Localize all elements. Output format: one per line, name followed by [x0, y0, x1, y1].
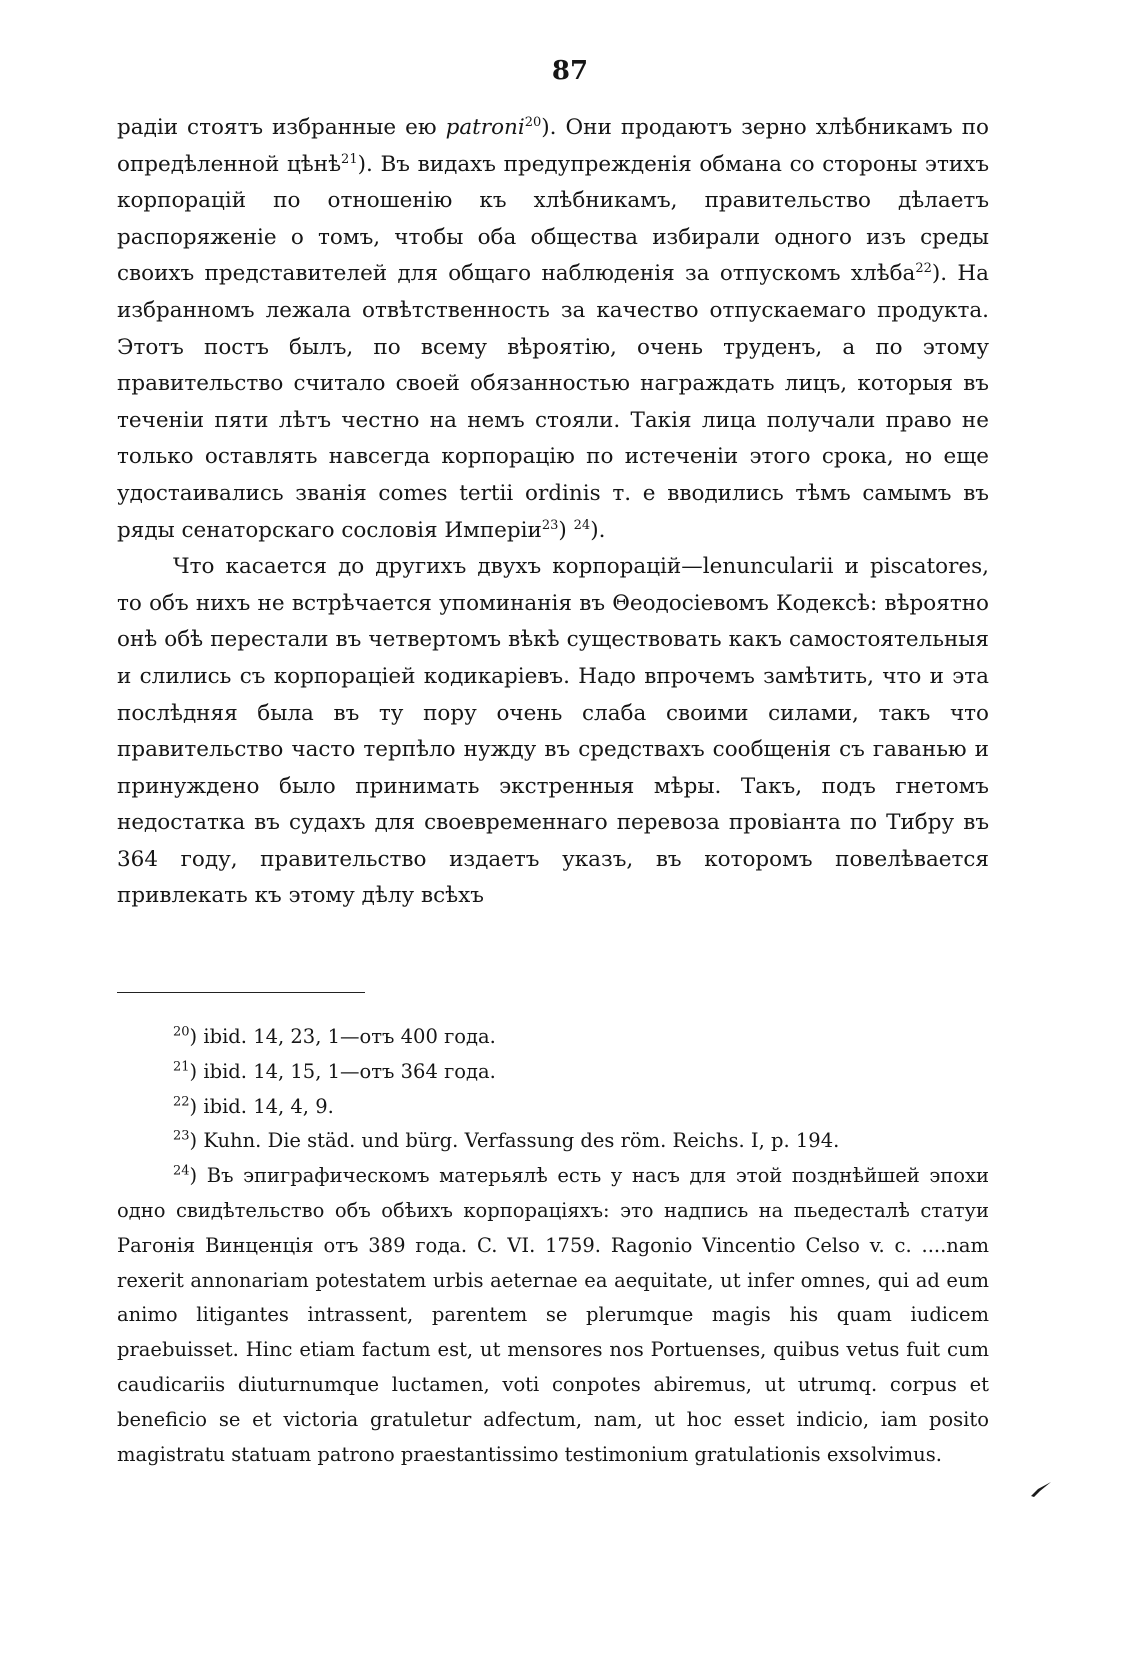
footnote-20	[117, 1020, 989, 1055]
footnote-text: ) ibid. 14, 15, 1—отъ 364 года.	[189, 1059, 496, 1083]
main-text	[117, 110, 989, 915]
footnote-number: 20	[173, 1024, 190, 1040]
footnote-ref-21: 21	[341, 151, 358, 167]
page-number: 87	[551, 56, 589, 86]
p1-text-mid: )	[558, 517, 574, 543]
p1-italic-patroni: patroni	[445, 115, 525, 140]
paragraph-1	[117, 110, 989, 549]
p1-text-e: ).	[590, 517, 606, 543]
footnote-22	[117, 1090, 989, 1125]
p1-text-c: ). Въ видахъ предупрежденія обмана со стороны этихъ корпорацій по отношенію къ хлѣбникамъ, правительство дѣлаетъ распоряженіе о томъ, чтобы оба общества избирали одного изъ среды своихъ представителей для общаго наблюденія за отпускомъ хлѣба	[117, 151, 989, 287]
footnote-text: ) Въ эпиграфическомъ матерьялѣ есть у насъ для этой позднѣйшей эпохи одно свидѣтельство объ обѣихъ корпораціяхъ: это надпись на пьедесталѣ статуи Рагонія Винценція отъ 389 года. C. VI. 1759. Ragonio Vincentio Celso v. c. ....nam rexerit annonariam potestatem urbis aeternae ea aequitate, ut infer omnes, qui ad eum animo litigantes intrassent, parentem se plerumque magis his quam iudicem praebuisset. Hinc etiam factum est, ut mensores nos Portuenses, quibus vetus fuit cum caudicariis diuturnumque luctamen, voti conpotes abiremus, ut utrumq. corpus et beneficio se et victoria gratuletur adfectum, nam, ut hoc esset indicio, iam posito magistratu statuam patrono praestantissimo testimonium gratulationis exsolvimus.	[117, 1164, 989, 1466]
p1-text-d: ). На избранномъ лежала отвѣтственность за качество отпускаемаго продукта. Этотъ постъ былъ, по всему вѣроятію, очень труденъ, а по этому правительство считало своей обязанностью награждать лицъ, которыя въ теченіи пяти лѣтъ честно на немъ стояли. Такія лица получали право не только оставлять навсегда корпорацію по истеченіи этого срока, но еще удостаивались званія comes tertii ordinis т. е вводились тѣмъ самымъ въ ряды сенаторскаго сословія Имперіи	[117, 261, 989, 543]
footnote-ref-23: 23	[541, 517, 559, 533]
paragraph-2: Что касается до другихъ двухъ корпорацій—lenuncularii и piscatores, то объ нихъ не встрѣчается упоминанія въ Θеодосіевомъ Кодексѣ: вѣроятно онѣ обѣ перестали въ четвертомъ вѣкѣ существовать какъ самостоятельныя и слились съ корпораціей кодикаріевъ. Надо впрочемъ замѣтить, что и эта послѣдняя была въ ту пору очень слаба своими силами, такъ что правительство часто терпѣло нужду въ средствахъ сообщенія съ гаванью и принуждено было принимать экстренныя мѣры. Такъ, подъ гнетомъ недостатка въ судахъ для своевременнаго перевоза провіанта по Тибру въ 364 году, правительство издаетъ указъ, въ которомъ повелѣвается привлекать къ этому дѣлу всѣхъ	[117, 554, 989, 909]
footnote-ref-20: 20	[524, 114, 542, 130]
footnote-ref-24: 24	[573, 517, 591, 533]
footnote-divider	[117, 992, 365, 993]
footnote-ref-22: 22	[915, 261, 932, 277]
ink-mark-icon	[1030, 1480, 1052, 1498]
footnote-number: 23	[173, 1128, 190, 1144]
p1-text-b: ). Они продаютъ зерно хлѣбникамъ по опредѣленной цѣнѣ	[117, 115, 989, 177]
footnote-number: 22	[173, 1094, 190, 1110]
p1-text-a: радіи стоятъ избранные ею	[117, 115, 446, 140]
footnote-number: 21	[173, 1059, 190, 1075]
footnote-24	[117, 1159, 989, 1472]
footnote-23	[117, 1124, 989, 1159]
footnote-number: 24	[173, 1163, 190, 1179]
footnote-21	[117, 1055, 989, 1090]
footnote-text: ) ibid. 14, 4, 9.	[189, 1094, 334, 1118]
footnote-text: ) ibid. 14, 23, 1—отъ 400 года.	[189, 1025, 496, 1048]
footnote-text: ) Kuhn. Die städ. und bürg. Verfassung des röm. Reichs. I, p. 194.	[189, 1129, 840, 1153]
footnotes	[117, 1020, 989, 1472]
